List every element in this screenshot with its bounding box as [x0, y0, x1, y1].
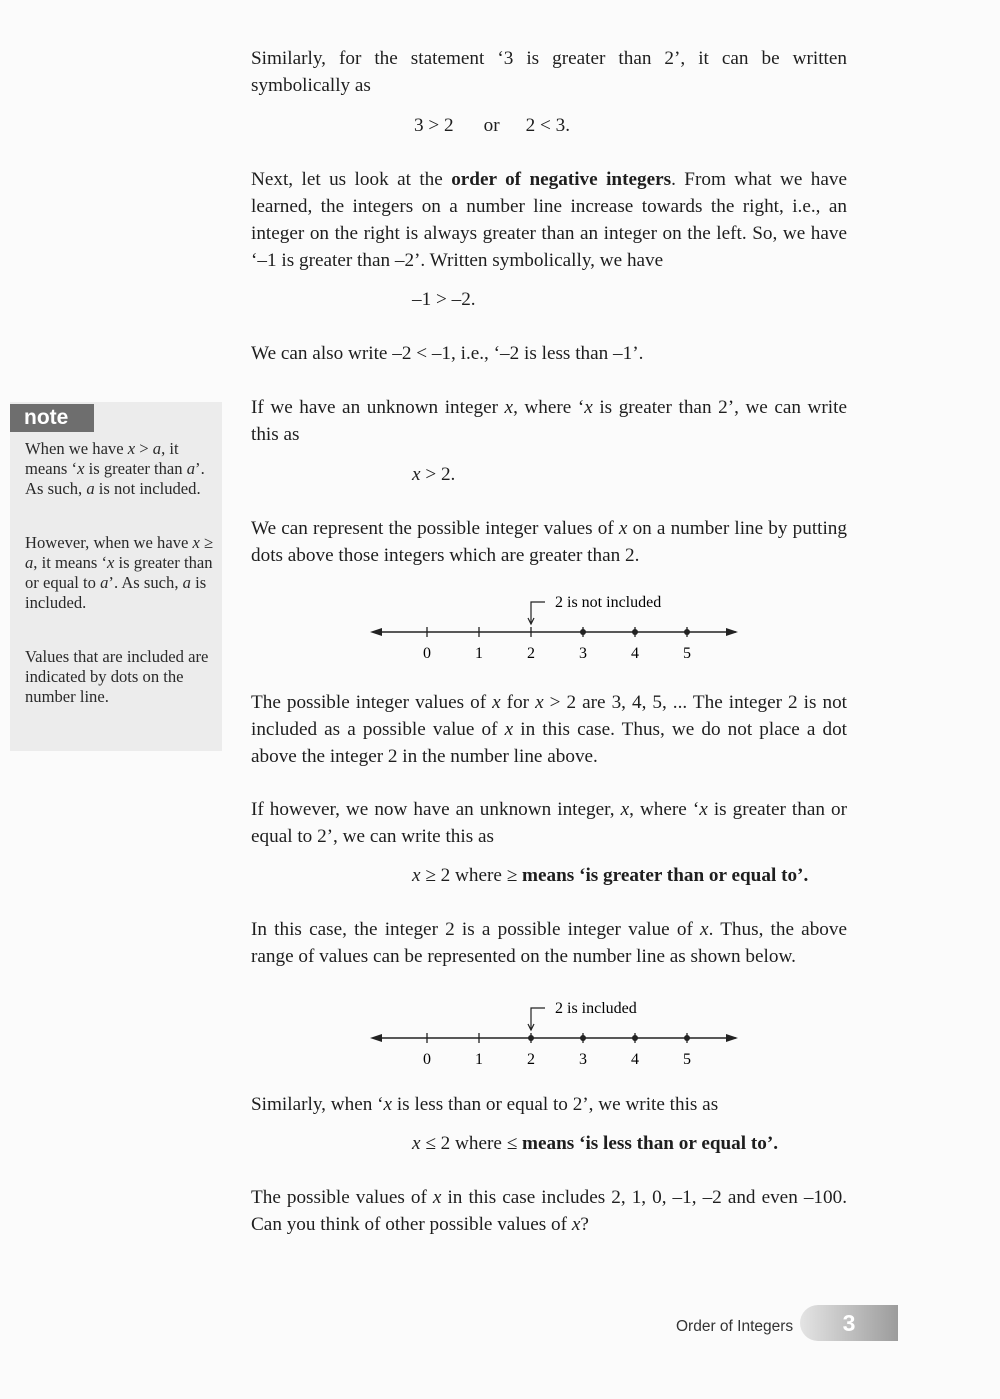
number-line-not-included	[360, 586, 760, 666]
tick-label-1: 1	[475, 1051, 483, 1068]
note-paragraph-geq: However, when we have x ≥ a, it means ‘x is greater than or equal to a’. As such, a is included.	[25, 533, 214, 612]
tick-label-1: 1	[475, 645, 483, 662]
callout-label: 2 is not included	[555, 594, 662, 611]
paragraph-negative-integers: Next, let us look at the order of negative integers. From what we have learned, the integers on a number line increase towards the right, i.e., an integer on the right is always greater than an integer on the left. So, we have ‘–1 is greater than –2’. Written symbolically, we have	[251, 169, 847, 271]
tick-label-5: 5	[683, 645, 691, 662]
paragraph-less-or-equal: Similarly, when ‘x is less than or equal to 2’, we write this as	[251, 1094, 719, 1115]
right-arrow-icon	[726, 1034, 738, 1042]
dot-5	[684, 1035, 690, 1041]
tick-label-4: 4	[631, 645, 639, 662]
math-x-leq-2: x ≤ 2 where ≤ means ‘is less than or equal to’.	[412, 1133, 779, 1154]
math-3-gt-2: 3 > 2 or 2 < 3.	[414, 115, 570, 136]
math-x-gt-2: x > 2.	[412, 464, 456, 485]
dot-4	[632, 1035, 638, 1041]
number-line-included	[360, 992, 760, 1072]
tick-label-0: 0	[423, 1051, 431, 1068]
paragraph-possible-values-leq: The possible values of x in this case includes 2, 1, 0, –1, –2 and even –100. Can you think of other possible values of x?	[251, 1187, 847, 1235]
dot-5	[684, 629, 690, 635]
left-arrow-icon	[370, 628, 382, 636]
note-sidebar	[10, 402, 222, 751]
tick-label-0: 0	[423, 645, 431, 662]
page-number: 3	[800, 1305, 898, 1341]
paragraph-represent: We can represent the possible integer values of x on a number line by putting dots above those integers which are greater than 2.	[251, 518, 847, 566]
math-neg1-gt-neg2: –1 > –2.	[412, 289, 476, 310]
dot-2	[528, 1035, 534, 1041]
right-arrow-icon	[726, 628, 738, 636]
note-paragraph-dots: Values that are included are indicated by dots on the number line.	[25, 647, 209, 706]
callout-label: 2 is included	[555, 1000, 637, 1017]
tick-label-3: 3	[579, 1051, 587, 1068]
paragraph-in-this-case: In this case, the integer 2 is a possible integer value of x. Thus, the above range of values can be represented on the number line as shown below.	[251, 919, 847, 967]
dot-4	[632, 629, 638, 635]
tick-label-2: 2	[527, 1051, 535, 1068]
paragraph-unknown-integer: If we have an unknown integer x, where ‘x is greater than 2’, we can write this as	[251, 397, 847, 445]
dot-3	[580, 629, 586, 635]
note-paragraph-gt: When we have x > a, it means ‘x is greater than a’. As such, a is not included.	[25, 439, 205, 498]
paragraph-intro: Similarly, for the statement ‘3 is greater than 2’, it can be written symbolically as	[251, 48, 847, 96]
paragraph-possible-values: The possible integer values of x for x > 2 are 3, 4, 5, ... The integer 2 is not included as a possible value of x in this case. Thus, we do not place a dot above the integer 2 in the number line above.	[251, 692, 848, 767]
tick-label-3: 3	[579, 645, 587, 662]
tick-label-4: 4	[631, 1051, 639, 1068]
paragraph-also-write: We can also write –2 < –1, i.e., ‘–2 is less than –1’.	[251, 343, 644, 364]
tick-label-5: 5	[683, 1051, 691, 1068]
chapter-title: Order of Integers	[676, 1318, 794, 1335]
note-title: note	[10, 404, 94, 432]
math-x-geq-2: x ≥ 2 where ≥ means ‘is greater than or equal to’.	[412, 865, 809, 886]
tick-label-2: 2	[527, 645, 535, 662]
left-arrow-icon	[370, 1034, 382, 1042]
paragraph-greater-or-equal: If however, we now have an unknown integer, x, where ‘x is greater than or equal to 2’, we can write this as	[251, 799, 847, 847]
dot-3	[580, 1035, 586, 1041]
